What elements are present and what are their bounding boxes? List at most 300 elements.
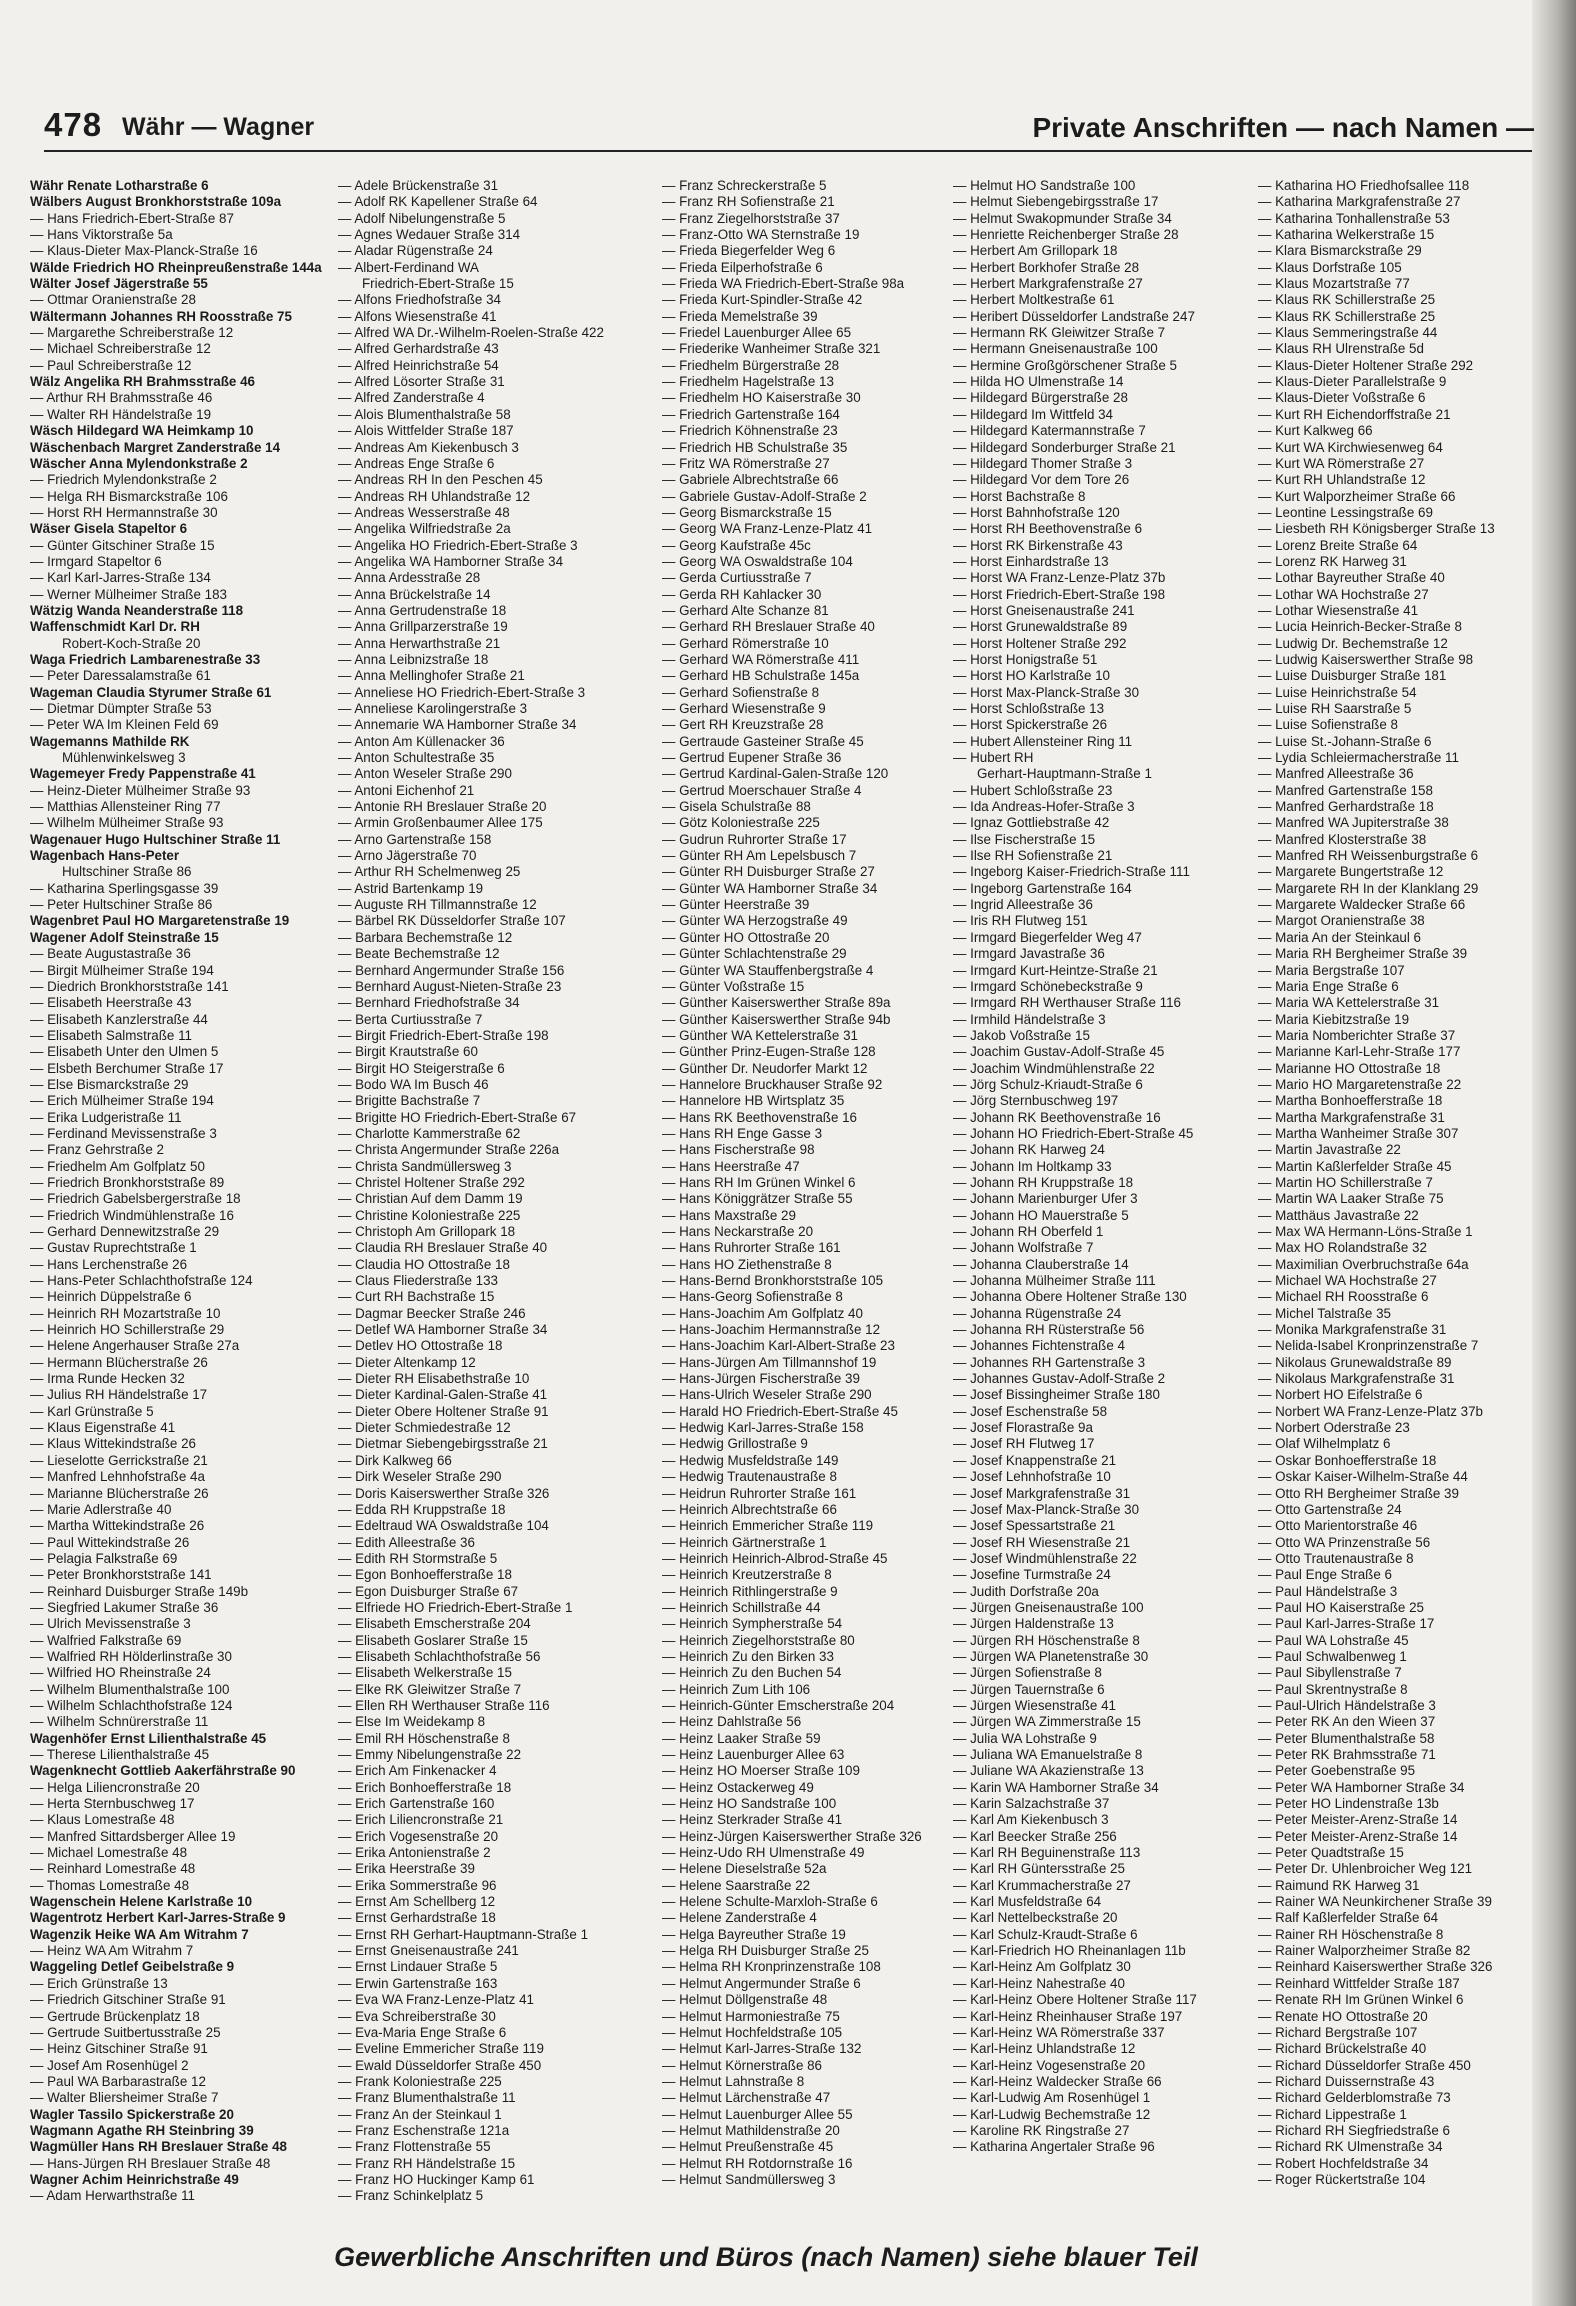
directory-entry: — Otto Gartenstraße 24 bbox=[1258, 1501, 1402, 1517]
directory-entry: — Günter Schlachtenstraße 29 bbox=[662, 946, 847, 962]
directory-entry: — Helmut Angermunder Straße 6 bbox=[662, 1975, 861, 1991]
directory-entry: — Helma RH Kronprinzenstraße 108 bbox=[662, 1959, 881, 1975]
directory-entry: — Birgit Krautstraße 60 bbox=[338, 1044, 478, 1060]
directory-entry: — Klaus Eigenstraße 41 bbox=[30, 1420, 176, 1436]
directory-entry: — Luise RH Saarstraße 5 bbox=[1258, 701, 1412, 716]
directory-entry: — Egon Bonhoefferstraße 18 bbox=[338, 1567, 512, 1583]
directory-entry: — Karl-Heinz Rheinhauser Straße 197 bbox=[953, 2008, 1183, 2024]
directory-entry: — Irmgard Biegerfelder Weg 47 bbox=[953, 929, 1142, 945]
directory-entry: — Christine Koloniestraße 225 bbox=[338, 1207, 521, 1223]
directory-entry: — Anna Leibnizstraße 18 bbox=[338, 651, 489, 667]
directory-entry: — Martin HO Schillerstraße 7 bbox=[1258, 1174, 1433, 1190]
directory-entry: — Renate RH Im Grünen Winkel 6 bbox=[1258, 1992, 1464, 2008]
directory-entry: Wäser Gisela Stapeltor 6 bbox=[30, 521, 188, 537]
directory-entry: — Bernhard Friedhofstraße 34 bbox=[338, 995, 520, 1011]
directory-entry: Währ Renate Lotharstraße 6 bbox=[30, 178, 209, 193]
directory-entry: Wagmann Agathe RH Steinbring 39 bbox=[30, 2122, 254, 2138]
directory-entry: — Hans-Joachim Am Golfplatz 40 bbox=[662, 1305, 863, 1321]
directory-entry: — Angelika HO Friedrich-Ebert-Straße 3 bbox=[338, 537, 578, 553]
directory-entry: Wagenschein Helene Karlstraße 10 bbox=[30, 1894, 253, 1910]
directory-entry: — Otto WA Prinzenstraße 56 bbox=[1258, 1534, 1431, 1550]
directory-entry: — Elisabeth Kanzlerstraße 44 bbox=[30, 1011, 208, 1027]
directory-entry: — Ludwig Kaiserswerther Straße 98 bbox=[1258, 651, 1474, 667]
directory-entry: — Maria Enge Straße 6 bbox=[1258, 978, 1399, 994]
directory-entry: — Friedhelm Hagelstraße 13 bbox=[662, 374, 834, 390]
directory-entry: — Peter Meister-Arenz-Straße 14 bbox=[1258, 1828, 1458, 1844]
directory-entry: — Friedrich Gitschiner Straße 91 bbox=[30, 1992, 226, 2008]
directory-entry: — Heinrich Sympherstraße 54 bbox=[662, 1616, 843, 1632]
directory-entry: — Karl-Heinz Uhlandstraße 12 bbox=[953, 2041, 1136, 2057]
directory-entry: — Brigitte Bachstraße 7 bbox=[338, 1093, 481, 1109]
directory-entry: — Helmut Siebengebirgsstraße 17 bbox=[953, 194, 1159, 210]
directory-entry: — Josef Bissingheimer Straße 180 bbox=[953, 1387, 1160, 1403]
directory-column-5 bbox=[1258, 178, 1542, 2218]
directory-entry: — Erika Ludgeristraße 11 bbox=[30, 1109, 182, 1125]
directory-entry: — Ralf Kaßlerfelder Straße 64 bbox=[1258, 1910, 1439, 1926]
directory-entry: — Dietmar Dümpter Straße 53 bbox=[30, 701, 212, 716]
directory-entry: — Helmut Körnerstraße 86 bbox=[662, 2057, 823, 2073]
directory-entry: — Franz Flottenstraße 55 bbox=[338, 2139, 491, 2155]
directory-entry: — Gerhard Alte Schanze 81 bbox=[662, 602, 829, 618]
directory-entry: — Erich Gartenstraße 160 bbox=[338, 1796, 495, 1812]
directory-entry: — Heidrun Ruhrorter Straße 161 bbox=[662, 1485, 857, 1501]
directory-entry: — Hannelore Bruckhauser Straße 92 bbox=[662, 1076, 883, 1092]
directory-entry: — Walfried RH Hölderlinstraße 30 bbox=[30, 1648, 232, 1664]
directory-entry: — Friedrich Gartenstraße 164 bbox=[662, 406, 840, 422]
directory-entry: — Franz-Otto WA Sternstraße 19 bbox=[662, 227, 860, 243]
directory-entry: — Friedrich Gabelsbergerstraße 18 bbox=[30, 1191, 241, 1207]
directory-entry: — Heinz Gitschiner Straße 91 bbox=[30, 2041, 208, 2057]
directory-entry: — Helmut RH Rotdornstraße 16 bbox=[662, 2155, 853, 2171]
directory-entry: — Heinz WA Am Witrahm 7 bbox=[30, 1943, 194, 1959]
directory-entry: — Manfred Klosterstraße 38 bbox=[1258, 831, 1427, 847]
directory-entry: — Helga Liliencronstraße 20 bbox=[30, 1779, 200, 1795]
directory-entry: — Doris Kaiserswerther Straße 326 bbox=[338, 1485, 550, 1501]
directory-entry: — Franz HO Huckinger Kamp 61 bbox=[338, 2171, 535, 2187]
directory-entry: — Herta Sternbuschweg 17 bbox=[30, 1796, 195, 1812]
directory-entry: — Lorenz Breite Straße 64 bbox=[1258, 537, 1418, 553]
directory-entry: — Erika Heerstraße 39 bbox=[338, 1861, 475, 1877]
directory-entry: — Gerhard HB Schulstraße 145a bbox=[662, 668, 860, 684]
directory-entry: — Heinrich Kreutzerstraße 8 bbox=[662, 1567, 832, 1583]
directory-entry: — Josef Max-Planck-Straße 30 bbox=[953, 1501, 1140, 1517]
directory-entry: — Irmhild Händelstraße 3 bbox=[953, 1011, 1106, 1027]
directory-entry: — Elisabeth Schlachthofstraße 56 bbox=[338, 1648, 541, 1664]
directory-entry: — Heinrich Gärtnerstraße 1 bbox=[662, 1534, 827, 1550]
directory-entry: — Paul Schreiberstraße 12 bbox=[30, 357, 192, 373]
directory-entry: — Irmgard Stapeltor 6 bbox=[30, 553, 162, 569]
directory-entry: — Paul WA Lohstraße 45 bbox=[1258, 1632, 1409, 1648]
directory-entry: — Elisabeth Welkerstraße 15 bbox=[338, 1665, 512, 1681]
directory-entry: — Hans-Georg Sofienstraße 8 bbox=[662, 1289, 843, 1305]
directory-entry: — Thomas Lomestraße 48 bbox=[30, 1877, 190, 1893]
directory-entry: — Horst Grunewaldstraße 89 bbox=[953, 619, 1128, 635]
directory-entry: — Karl-Heinz Am Golfplatz 30 bbox=[953, 1959, 1131, 1975]
directory-entry: — Nelida-Isabel Kronprinzenstraße 7 bbox=[1258, 1338, 1479, 1354]
directory-entry: — Georg WA Franz-Lenze-Platz 41 bbox=[662, 521, 873, 537]
directory-entry: — Elisabeth Heerstraße 43 bbox=[30, 995, 192, 1011]
directory-entry: — Gisela Schulstraße 88 bbox=[662, 799, 811, 815]
directory-entry: — Walter Bliersheimer Straße 7 bbox=[30, 2090, 219, 2106]
directory-entry: — Roger Rückertstraße 104 bbox=[1258, 2171, 1426, 2187]
directory-entry: — Helene Zanderstraße 4 bbox=[662, 1910, 817, 1926]
header-rule bbox=[44, 150, 1532, 152]
directory-entry: — Alfred Zanderstraße 4 bbox=[338, 390, 485, 406]
directory-entry: — Ingeborg Gartenstraße 164 bbox=[953, 880, 1132, 896]
directory-entry: Wagenknecht Gottlieb Aakerfährstraße 90 bbox=[30, 1763, 296, 1779]
directory-entry: — Martha Markgrafenstraße 31 bbox=[1258, 1109, 1445, 1125]
directory-entry: — Egon Duisburger Straße 67 bbox=[338, 1583, 519, 1599]
directory-entry: — Auguste RH Tillmannstraße 12 bbox=[338, 897, 537, 913]
directory-entry: — Ottmar Oranienstraße 28 bbox=[30, 292, 196, 308]
directory-entry: — Rainer RH Höschenstraße 8 bbox=[1258, 1926, 1444, 1942]
directory-entry: — Günter RH Am Lepelsbusch 7 bbox=[662, 848, 857, 864]
directory-entry: — Herbert Borkhofer Straße 28 bbox=[953, 259, 1140, 275]
directory-entry: — Alfred Lösorter Straße 31 bbox=[338, 374, 505, 390]
directory-entry: — Paul Skrentnystraße 8 bbox=[1258, 1681, 1408, 1697]
directory-entry: — Michael RH Roosstraße 6 bbox=[1258, 1289, 1429, 1305]
directory-entry: — Gertrude Brückenplatz 18 bbox=[30, 2008, 200, 2024]
directory-entry: — Mario HO Margaretenstraße 22 bbox=[1258, 1076, 1462, 1092]
directory-entry: — Arno Jägerstraße 70 bbox=[338, 848, 477, 864]
directory-entry: — Martha Bonhoefferstraße 18 bbox=[1258, 1093, 1443, 1109]
directory-entry: — Klaus-Dieter Voßstraße 6 bbox=[1258, 390, 1426, 406]
directory-entry: — Elisabeth Salmstraße 11 bbox=[30, 1027, 192, 1043]
directory-entry: — Ilse Fischerstraße 15 bbox=[953, 831, 1096, 847]
directory-entry: — Heribert Düsseldorfer Landstraße 247 bbox=[953, 308, 1195, 324]
directory-entry: — Friederike Wanheimer Straße 321 bbox=[662, 341, 881, 357]
directory-entry: — Oskar Bonhoefferstraße 18 bbox=[1258, 1452, 1437, 1468]
directory-entry: — Hedwig Grillostraße 9 bbox=[662, 1436, 808, 1452]
directory-entry: — Peter HO Lindenstraße 13b bbox=[1258, 1796, 1439, 1812]
directory-entry: — Hildegard Vor dem Tore 26 bbox=[953, 472, 1130, 488]
directory-entry: — Horst RH Beethovenstraße 6 bbox=[953, 521, 1143, 537]
directory-entry: — Erika Sommerstraße 96 bbox=[338, 1877, 497, 1893]
directory-entry: — Katharina Markgrafenstraße 27 bbox=[1258, 194, 1461, 210]
directory-entry: — Erika Antonienstraße 2 bbox=[338, 1845, 491, 1861]
directory-entry: — Karl-Friedrich HO Rheinanlagen 11b bbox=[953, 1943, 1186, 1959]
directory-entry: Wäsch Hildegard WA Heimkamp 10 bbox=[30, 423, 254, 439]
directory-entry: — Heinrich Düppelstraße 6 bbox=[30, 1289, 192, 1305]
directory-entry: — Hubert Schloßstraße 23 bbox=[953, 782, 1113, 798]
directory-entry: — Hans-Ulrich Weseler Straße 290 bbox=[662, 1387, 872, 1403]
directory-entry: — Matthias Allensteiner Ring 77 bbox=[30, 799, 221, 815]
directory-entry: Wälter Josef Jägerstraße 55 bbox=[30, 276, 208, 292]
directory-entry: — Horst Bahnhofstraße 120 bbox=[953, 504, 1120, 520]
directory-entry: — Ernst Lindauer Straße 5 bbox=[338, 1959, 498, 1975]
page-number: 478 bbox=[44, 106, 103, 143]
directory-entry: — Heinrich Zum Lith 106 bbox=[662, 1681, 811, 1697]
directory-entry: — Heinrich HO Schillerstraße 29 bbox=[30, 1322, 225, 1338]
directory-entry: — Kurt Kalkweg 66 bbox=[1258, 423, 1373, 439]
directory-entry: — Friedhelm Am Golfplatz 50 bbox=[30, 1158, 205, 1174]
directory-entry: — Frieda Biegerfelder Weg 6 bbox=[662, 243, 836, 259]
name-range: Währ — Wagner bbox=[122, 113, 315, 141]
page-header bbox=[44, 104, 1534, 150]
directory-entry: — Hans Königgrätzer Straße 55 bbox=[662, 1191, 853, 1207]
directory-entry: — Karin Salzachstraße 37 bbox=[953, 1796, 1110, 1812]
directory-entry: — Helga RH Duisburger Straße 25 bbox=[662, 1943, 869, 1959]
directory-entry: — Hermann RK Gleiwitzer Straße 7 bbox=[953, 325, 1166, 341]
directory-entry: — Aladar Rügenstraße 24 bbox=[338, 243, 493, 259]
directory-entry: — Bodo WA Im Busch 46 bbox=[338, 1076, 489, 1092]
directory-entry: — Hans RK Beethovenstraße 16 bbox=[662, 1109, 858, 1125]
directory-entry: — Juliana WA Emanuelstraße 8 bbox=[953, 1747, 1143, 1762]
directory-entry: — Elsbeth Berchumer Straße 17 bbox=[30, 1060, 224, 1076]
directory-entry: — Hans-Jürgen RH Breslauer Straße 48 bbox=[30, 2155, 271, 2171]
directory-entry: — Gertrud Eupener Straße 36 bbox=[662, 750, 842, 766]
directory-entry: — Helmut Lahnstraße 8 bbox=[662, 2073, 805, 2089]
directory-entry: — Heinz HO Sandstraße 100 bbox=[662, 1796, 837, 1812]
directory-entry: Wagner Achim Heinrichstraße 49 bbox=[30, 2171, 239, 2187]
directory-entry: — Hermann Blücherstraße 26 bbox=[30, 1354, 208, 1370]
directory-entry: — Erich Grünstraße 13 bbox=[30, 1975, 168, 1991]
directory-entry: — Otto Trautenaustraße 8 bbox=[1258, 1550, 1414, 1566]
directory-entry: Waga Friedrich Lambarenestraße 33 bbox=[30, 651, 261, 667]
directory-entry: — Bernhard Angermunder Straße 156 bbox=[338, 962, 565, 978]
directory-entry: — Richard RH Siegfriedstraße 6 bbox=[1258, 2122, 1451, 2138]
directory-entry: — Gertrud Moerschauer Straße 4 bbox=[662, 782, 862, 798]
directory-entry: — Hildegard Thomer Straße 3 bbox=[953, 455, 1133, 471]
directory-entry: — Horst Friedrich-Ebert-Straße 198 bbox=[953, 586, 1166, 602]
directory-entry: — Rainer WA Neunkirchener Straße 39 bbox=[1258, 1894, 1492, 1910]
directory-entry: — Hans Fischerstraße 98 bbox=[662, 1142, 815, 1158]
directory-entry: — Ida Andreas-Hofer-Straße 3 bbox=[953, 799, 1135, 815]
directory-entry: — Ingeborg Kaiser-Friedrich-Straße 111 bbox=[953, 864, 1190, 880]
directory-entry: — Emmy Nibelungenstraße 22 bbox=[338, 1747, 522, 1762]
directory-entry: — Günter Heerstraße 39 bbox=[662, 897, 810, 913]
directory-entry: — Helmut Döllgenstraße 48 bbox=[662, 1992, 828, 2008]
directory-entry: — Hans-Jürgen Am Tillmannshof 19 bbox=[662, 1354, 877, 1370]
directory-entry: — Paul Wittekindstraße 26 bbox=[30, 1534, 190, 1550]
directory-entry: — Anna Brückelstraße 14 bbox=[338, 586, 491, 602]
directory-entry: — Bärbel RK Düsseldorfer Straße 107 bbox=[338, 913, 566, 929]
directory-entry: — Albert-Ferdinand WA bbox=[338, 259, 479, 275]
directory-entry: — Helmut Lärchenstraße 47 bbox=[662, 2090, 831, 2106]
directory-entry: — Jörg Sternbuschweg 197 bbox=[953, 1093, 1119, 1109]
directory-entry: — Manfred Gerhardstraße 18 bbox=[1258, 799, 1434, 815]
directory-entry: — Annemarie WA Hamborner Straße 34 bbox=[338, 717, 577, 733]
directory-entry: — Reinhard Duisburger Straße 149b bbox=[30, 1583, 249, 1599]
directory-entry: — Manfred Sittardsberger Allee 19 bbox=[30, 1828, 236, 1844]
directory-entry: — Heinz HO Moerser Straße 109 bbox=[662, 1763, 860, 1779]
directory-entry: — Katharina HO Friedhofsallee 118 bbox=[1258, 178, 1470, 193]
directory-entry: — Angelika Wilfriedstraße 2a bbox=[338, 521, 511, 537]
directory-entry: — Gerda RH Kahlacker 30 bbox=[662, 586, 822, 602]
directory-entry: — Alfons Wiesenstraße 41 bbox=[338, 308, 497, 324]
directory-entry: — Norbert Oderstraße 23 bbox=[1258, 1420, 1410, 1436]
directory-entry: — Julia WA Lohstraße 9 bbox=[953, 1730, 1097, 1746]
directory-entry: — Ferdinand Mevissenstraße 3 bbox=[30, 1125, 217, 1141]
directory-entry: — Lucia Heinrich-Becker-Straße 8 bbox=[1258, 619, 1462, 635]
directory-entry: — Peter Meister-Arenz-Straße 14 bbox=[1258, 1812, 1458, 1828]
directory-entry: — Walfried Falkstraße 69 bbox=[30, 1632, 182, 1648]
directory-entry: — Andreas RH Uhlandstraße 12 bbox=[338, 488, 531, 504]
directory-entry: — Ernst Gerhardstraße 18 bbox=[338, 1910, 496, 1926]
directory-entry: — Heinz Ostackerweg 49 bbox=[662, 1779, 814, 1795]
directory-entry: — Max WA Hermann-Löns-Straße 1 bbox=[1258, 1224, 1473, 1239]
directory-entry: — Heinrich-Günter Emscherstraße 204 bbox=[662, 1697, 895, 1713]
directory-entry: Wagemeyer Fredy Pappenstraße 41 bbox=[30, 766, 256, 782]
directory-entry: — Heinz-Jürgen Kaiserswerther Straße 326 bbox=[662, 1828, 922, 1844]
directory-entry: Wäschenbach Margret Zanderstraße 14 bbox=[30, 439, 281, 455]
directory-entry: — Lothar WA Hochstraße 27 bbox=[1258, 586, 1429, 602]
directory-entry: — Johann Wolfstraße 7 bbox=[953, 1240, 1094, 1256]
directory-entry: — Helga Bayreuther Straße 19 bbox=[662, 1926, 846, 1942]
directory-entry: — Karl RH Güntersstraße 25 bbox=[953, 1861, 1125, 1877]
directory-entry: — Luise Heinrichstraße 54 bbox=[1258, 684, 1417, 700]
directory-entry: — Franz Blumenthalstraße 11 bbox=[338, 2090, 516, 2106]
directory-entry: — Hildegard Katermannstraße 7 bbox=[953, 423, 1146, 439]
directory-entry: — Heinrich Zu den Buchen 54 bbox=[662, 1665, 842, 1681]
directory-entry: — Klaus-Dieter Max-Planck-Straße 16 bbox=[30, 243, 258, 259]
directory-entry: Wagentrotz Herbert Karl-Jarres-Straße 9 bbox=[30, 1910, 286, 1926]
directory-entry: — Wilhelm Blumenthalstraße 100 bbox=[30, 1681, 230, 1697]
directory-entry: — Horst Gneisenaustraße 241 bbox=[953, 602, 1135, 618]
directory-entry: — Manfred WA Jupiterstraße 38 bbox=[1258, 815, 1449, 831]
directory-entry: — Johanna RH Rüsterstraße 56 bbox=[953, 1322, 1145, 1338]
directory-entry: — Horst Spickerstraße 26 bbox=[953, 717, 1108, 733]
directory-entry: — Joachim Gustav-Adolf-Straße 45 bbox=[953, 1044, 1165, 1060]
directory-entry: — Reinhard Kaiserswerther Straße 326 bbox=[1258, 1959, 1493, 1975]
directory-entry: — Josef RH Flutweg 17 bbox=[953, 1436, 1095, 1452]
directory-entry: — Andreas RH In den Peschen 45 bbox=[338, 472, 543, 488]
directory-entry: — Hans-Jürgen Fischerstraße 39 bbox=[662, 1371, 860, 1387]
directory-entry: — Gert RH Kreuzstraße 28 bbox=[662, 717, 824, 733]
directory-entry: — Peter Quadtstraße 15 bbox=[1258, 1845, 1404, 1861]
directory-entry: — Johann RK Harweg 24 bbox=[953, 1142, 1105, 1158]
directory-entry: — Friedrich HB Schulstraße 35 bbox=[662, 439, 848, 455]
directory-entry: — Jürgen Wiesenstraße 41 bbox=[953, 1697, 1116, 1713]
directory-entry: — Claus Fliederstraße 133 bbox=[338, 1273, 499, 1289]
directory-entry: — Anna Mellinghofer Straße 21 bbox=[338, 668, 525, 684]
directory-entry: — Hermine Großgörschener Straße 5 bbox=[953, 357, 1177, 373]
directory-entry: — Karl Krummacherstraße 27 bbox=[953, 1877, 1131, 1893]
directory-entry: Friedrich-Ebert-Straße 15 bbox=[362, 276, 514, 292]
directory-entry: — Charlotte Kammerstraße 62 bbox=[338, 1125, 521, 1141]
directory-entry: — Else Bismarckstraße 29 bbox=[30, 1076, 189, 1092]
directory-entry: — Frieda WA Friedrich-Ebert-Straße 98a bbox=[662, 276, 905, 292]
directory-entry: — Heinz Dahlstraße 56 bbox=[662, 1714, 802, 1730]
directory-entry: — Helmut HO Sandstraße 100 bbox=[953, 178, 1136, 193]
directory-entry: — Nikolaus Grunewaldstraße 89 bbox=[1258, 1354, 1452, 1370]
directory-entry: — Karl-Ludwig Bechemstraße 12 bbox=[953, 2106, 1151, 2122]
directory-entry: — Günter WA Herzogstraße 49 bbox=[662, 913, 848, 929]
directory-entry: — Paul WA Barbarastraße 12 bbox=[30, 2073, 206, 2089]
directory-entry: — Herbert Markgrafenstraße 27 bbox=[953, 276, 1143, 292]
directory-entry: — Hubert RH bbox=[953, 750, 1034, 766]
directory-entry: — Horst Einhardstraße 13 bbox=[953, 553, 1109, 569]
directory-entry: — Johannes Gustav-Adolf-Straße 2 bbox=[953, 1371, 1166, 1387]
directory-entry: — Franz An der Steinkaul 1 bbox=[338, 2106, 502, 2122]
directory-entry: Wältermann Johannes RH Roosstraße 75 bbox=[30, 308, 292, 324]
directory-entry: — Helene Angerhauser Straße 27a bbox=[30, 1338, 240, 1354]
directory-entry: — Karl-Heinz Obere Holtener Straße 117 bbox=[953, 1992, 1197, 2008]
directory-entry: — Anneliese HO Friedrich-Ebert-Straße 3 bbox=[338, 684, 586, 700]
directory-entry: — Lothar Bayreuther Straße 40 bbox=[1258, 570, 1445, 586]
directory-entry: — Marianne Blücherstraße 26 bbox=[30, 1485, 209, 1501]
directory-entry: — Heinz Lauenburger Allee 63 bbox=[662, 1747, 845, 1762]
directory-entry: — Helmut Harmoniestraße 75 bbox=[662, 2008, 840, 2024]
directory-entry: — Dietmar Siebengebirgsstraße 21 bbox=[338, 1436, 548, 1452]
directory-entry: — Josef Spessartstraße 21 bbox=[953, 1518, 1116, 1534]
directory-entry: — Franz Schinkelplatz 5 bbox=[338, 2188, 484, 2204]
directory-entry: — Horst WA Franz-Lenze-Platz 37b bbox=[953, 570, 1166, 586]
directory-entry: — Helmut Swakopmunder Straße 34 bbox=[953, 210, 1172, 226]
directory-entry: — Gerhard Dennewitzstraße 29 bbox=[30, 1224, 220, 1239]
directory-entry: — Anneliese Karolingerstraße 3 bbox=[338, 701, 528, 716]
directory-entry: — Hans-Bernd Bronkhorststraße 105 bbox=[662, 1273, 884, 1289]
directory-entry: — Agnes Wedauer Straße 314 bbox=[338, 227, 521, 243]
directory-entry: — Manfred Alleestraße 36 bbox=[1258, 766, 1414, 782]
directory-entry: — Franz Schreckerstraße 5 bbox=[662, 178, 827, 193]
directory-entry: — Bernhard August-Nieten-Straße 23 bbox=[338, 978, 562, 994]
directory-entry: Hultschiner Straße 86 bbox=[62, 864, 192, 880]
directory-entry: — Dirk Kalkweg 66 bbox=[338, 1452, 452, 1468]
directory-entry: — Günther Kaiserswerther Straße 94b bbox=[662, 1011, 891, 1027]
directory-entry: — Elisabeth Unter den Ulmen 5 bbox=[30, 1044, 219, 1060]
directory-entry: — Josef Florastraße 9a bbox=[953, 1420, 1093, 1436]
directory-entry: — Friedrich Mylendonkstraße 2 bbox=[30, 472, 217, 488]
directory-entry: — Claudia HO Ottostraße 18 bbox=[338, 1256, 510, 1272]
directory-entry: — Horst Bachstraße 8 bbox=[953, 488, 1086, 504]
directory-entry: — Margarete Bungertstraße 12 bbox=[1258, 864, 1444, 880]
directory-entry: — Ludwig Dr. Bechemstraße 12 bbox=[1258, 635, 1448, 651]
directory-entry: — Marie Adlerstraße 40 bbox=[30, 1501, 172, 1517]
directory-entry: — Paul-Ulrich Händelstraße 3 bbox=[1258, 1697, 1436, 1713]
directory-entry: — Edeltraud WA Oswaldstraße 104 bbox=[338, 1518, 549, 1534]
directory-entry: — Liesbeth RH Königsberger Straße 13 bbox=[1258, 521, 1495, 537]
directory-entry: — Heinrich Rithlingerstraße 9 bbox=[662, 1583, 838, 1599]
directory-entry: — Margarethe Schreiberstraße 12 bbox=[30, 325, 234, 341]
directory-entry: — Heinrich Zu den Birken 33 bbox=[662, 1648, 834, 1664]
directory-entry: Wagener Adolf Steinstraße 15 bbox=[30, 929, 219, 945]
directory-entry: — Gabriele Gustav-Adolf-Straße 2 bbox=[662, 488, 867, 504]
directory-entry: — Paul HO Kaiserstraße 25 bbox=[1258, 1599, 1424, 1615]
directory-entry: — Ilse RH Sofienstraße 21 bbox=[953, 848, 1113, 864]
directory-entry: — Walter RH Händelstraße 19 bbox=[30, 406, 212, 422]
directory-entry: — Christa Angermunder Straße 226a bbox=[338, 1142, 560, 1158]
directory-entry: — Irmgard RH Werthauser Straße 116 bbox=[953, 995, 1181, 1011]
directory-entry: — Dieter Obere Holtener Straße 91 bbox=[338, 1403, 549, 1419]
directory-entry: — Beate Augustastraße 36 bbox=[30, 946, 191, 962]
directory-entry: — Günter HO Ottostraße 20 bbox=[662, 929, 830, 945]
directory-entry: — Horst Honigstraße 51 bbox=[953, 651, 1098, 667]
directory-entry: — Paul Schwalbenweg 1 bbox=[1258, 1648, 1407, 1664]
directory-entry: — Ellen RH Werthauser Straße 116 bbox=[338, 1697, 550, 1713]
directory-entry: — Maria Bergstraße 107 bbox=[1258, 962, 1405, 978]
directory-entry: — Kurt WA Römerstraße 27 bbox=[1258, 455, 1425, 471]
directory-entry: — Katharina Sperlingsgasse 39 bbox=[30, 880, 219, 896]
directory-entry: — Maria Nomberichter Straße 37 bbox=[1258, 1027, 1456, 1043]
directory-entry: — Wilhelm Mülheimer Straße 93 bbox=[30, 815, 224, 831]
directory-entry: Waggeling Detlef Geibelstraße 9 bbox=[30, 1959, 235, 1975]
directory-entry: — Gustav Ruprechtstraße 1 bbox=[30, 1240, 197, 1256]
directory-entry: — Herbert Am Grillopark 18 bbox=[953, 243, 1118, 259]
directory-entry: — Helmut Lauenburger Allee 55 bbox=[662, 2106, 853, 2122]
directory-entry: — Erich Vogesenstraße 20 bbox=[338, 1828, 499, 1844]
directory-entry: — Johann RH Oberfeld 1 bbox=[953, 1224, 1104, 1239]
directory-entry: — Ingrid Alleestraße 36 bbox=[953, 897, 1093, 913]
directory-entry: — Lothar Wiesenstraße 41 bbox=[1258, 602, 1419, 618]
directory-entry: — Hans HO Ziethenstraße 8 bbox=[662, 1256, 832, 1272]
directory-entry: — Monika Markgrafenstraße 31 bbox=[1258, 1322, 1447, 1338]
directory-entry: Gerhart-Hauptmann-Straße 1 bbox=[977, 766, 1152, 782]
directory-entry: — Johanna Rügenstraße 24 bbox=[953, 1305, 1122, 1321]
directory-entry: — Hedwig Trautenaustraße 8 bbox=[662, 1469, 837, 1485]
directory-entry: — Maria RH Bergheimer Straße 39 bbox=[1258, 946, 1468, 962]
directory-entry: — Friedrich Windmühlenstraße 16 bbox=[30, 1207, 234, 1223]
